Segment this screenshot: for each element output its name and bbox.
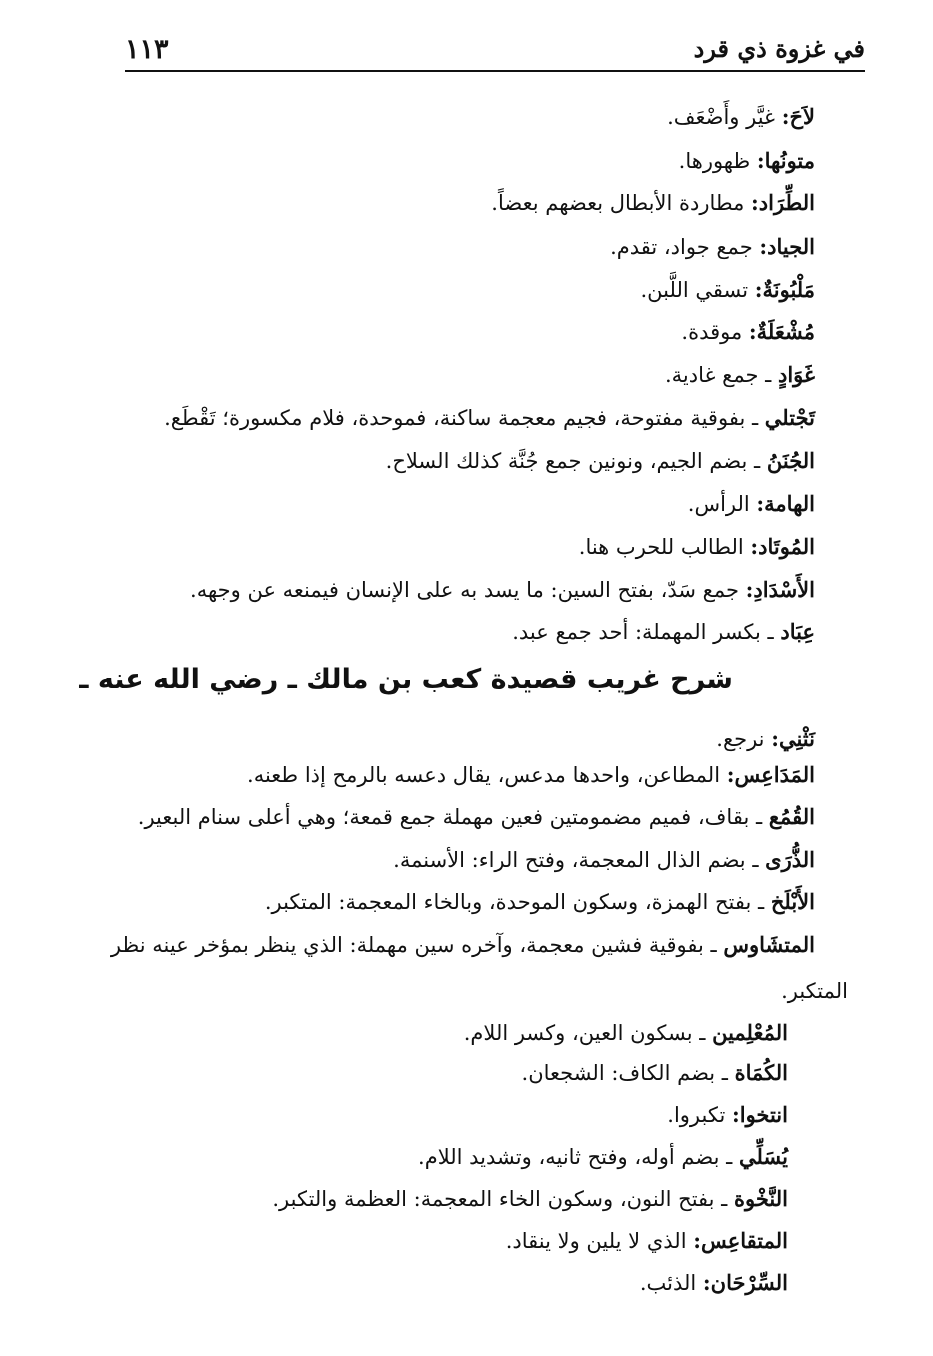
glossary-entry — [679, 146, 815, 178]
gloss-term: مُشْعَلَةٌ: — [748, 319, 815, 344]
glossary-entry — [610, 232, 815, 264]
gloss-definition: الرأس. — [687, 492, 757, 516]
gloss-definition: المطاعن، واحدها مدعس، يقال دعسه بالرمح إذا طعنه. — [247, 763, 727, 787]
glossary-entry — [265, 887, 815, 919]
glossary-entry — [716, 724, 815, 756]
gloss-definition: نرجع. — [716, 727, 772, 751]
gloss-definition: ظهورها. — [678, 149, 757, 173]
running-title: في غزوة ذي قرد — [693, 34, 865, 63]
glossary-entry — [506, 1226, 788, 1258]
gloss-term: الكُمَاة — [734, 1060, 788, 1085]
gloss-definition: ـ بفوقية فشين معجمة، وآخره سين مهملة: الذي ينظر بمؤخر عينه نظر — [110, 933, 724, 957]
gloss-definition: ـ بفتح النون، وسكون الخاء المعجمة: العظمة والتكبر. — [272, 1187, 735, 1211]
gloss-term: المَدَاعِس: — [726, 762, 815, 787]
gloss-term: انتخوا: — [731, 1102, 788, 1127]
gloss-term: الأَسْدَادِ: — [745, 577, 815, 602]
gloss-definition: جمع جواد، تقدم. — [610, 235, 760, 259]
gloss-term: الطِّرَاد: — [751, 190, 815, 215]
page-header — [125, 28, 865, 72]
gloss-definition: جمع سَدّ، بفتح السين: ما يسد به على الإنسان فيمنعه عن وجهه. — [190, 578, 746, 602]
gloss-definition: ـ بضم الكاف: الشجعان. — [521, 1061, 735, 1085]
gloss-term: يُسَلِّي — [738, 1144, 788, 1169]
glossary-entry — [491, 188, 815, 220]
gloss-definition: مطاردة الأبطال بعضهم بعضاً. — [491, 191, 752, 215]
gloss-definition: ـ بضم الذال المعجمة، وفتح الراء: الأسنمة. — [393, 848, 766, 872]
gloss-term: مَلْبُونَةٌ: — [754, 277, 815, 302]
glossary-entry — [164, 403, 815, 435]
gloss-definition: الذي لا يلين ولا ينقاد. — [505, 1229, 694, 1253]
glossary-entry — [272, 1184, 788, 1216]
glossary-entry — [579, 532, 815, 564]
gloss-definition: ـ بضم أوله، وفتح ثانيه، وتشديد اللام. — [418, 1145, 739, 1169]
gloss-term: متونُها: — [756, 148, 815, 173]
page-number: ١١٣ — [125, 34, 169, 65]
gloss-definition: ـ بفوقية مفتوحة، فجيم معجمة ساكنة، فموحدة، فلام مكسورة؛ تَقْطَع. — [164, 406, 765, 430]
gloss-term: الأَبْلَخ — [770, 889, 815, 914]
glossary-entry — [667, 102, 815, 134]
gloss-definition: ـ بقاف، فميم مضمومتين فعين مهملة جمع قمعة؛ وهي أعلى سنام البعير. — [137, 805, 769, 829]
gloss-term: عِبَاد — [780, 619, 815, 644]
glossary-entry — [418, 1142, 788, 1174]
glossary-entry — [190, 575, 815, 607]
gloss-definition: ـ بكسر المهملة: أحد جمع عبد. — [512, 620, 781, 644]
glossary-entry — [247, 760, 815, 792]
gloss-term: نَثْنِي: — [771, 726, 815, 751]
gloss-definition: ـ بسكون العين، وكسر اللام. — [463, 1021, 713, 1045]
gloss-term: لاَحَ: — [781, 104, 815, 129]
gloss-term: القُمُع — [768, 804, 815, 829]
gloss-definition: موقدة. — [681, 320, 749, 344]
glossary-entry — [667, 1100, 788, 1132]
glossary-entry — [641, 275, 816, 307]
glossary-entry — [138, 802, 815, 834]
glossary-entry — [393, 845, 815, 877]
gloss-definition: ـ بضم الجيم، ونونين جمع جُنَّة كذلك السلاح. — [385, 449, 767, 473]
gloss-definition: تسقي اللَّبن. — [640, 278, 755, 302]
gloss-term: الجُنَنُ — [766, 448, 815, 473]
gloss-term: السِّرْحَان: — [702, 1270, 788, 1295]
glossary-entry — [688, 489, 815, 521]
gloss-definition: غيَّر وأَضْعَف. — [667, 105, 782, 129]
gloss-definition: تكبروا. — [667, 1103, 732, 1127]
glossary-entry — [522, 1058, 788, 1090]
gloss-term: الهامة: — [756, 491, 815, 516]
gloss-term: المُعْلِمين — [712, 1020, 788, 1045]
gloss-term: الجياد: — [759, 234, 815, 259]
glossary-entry — [665, 360, 815, 392]
wrapped-line-continuation: المتكبر. — [781, 979, 848, 1003]
gloss-term: المتقاعِس: — [693, 1228, 788, 1253]
gloss-term: النَّخْوة — [734, 1186, 788, 1211]
gloss-term: المُوتَاد: — [750, 534, 815, 559]
glossary-entry — [111, 930, 815, 962]
glossary-entry — [464, 1018, 788, 1050]
glossary-entry — [512, 617, 815, 649]
glossary-entry — [386, 446, 815, 478]
section-heading: شرح غريب قصيدة كعب بن مالك ـ رضي الله عنه ـ — [79, 664, 733, 695]
gloss-term: تَجْتلي — [764, 405, 815, 430]
gloss-definition: ـ جمع غادية. — [664, 363, 778, 387]
gloss-definition: الذئب. — [639, 1271, 703, 1295]
gloss-definition: ـ بفتح الهمزة، وسكون الموحدة، وبالخاء المعجمة: المتكبر. — [264, 890, 771, 914]
glossary-entry — [681, 317, 815, 349]
gloss-term: المتشَاوس — [723, 932, 815, 957]
gloss-term: غَوَادٍ — [777, 362, 815, 387]
gloss-term: الذُّرَى — [765, 847, 815, 872]
gloss-definition: الطالب للحرب هنا. — [578, 535, 751, 559]
glossary-entry — [640, 1268, 788, 1300]
